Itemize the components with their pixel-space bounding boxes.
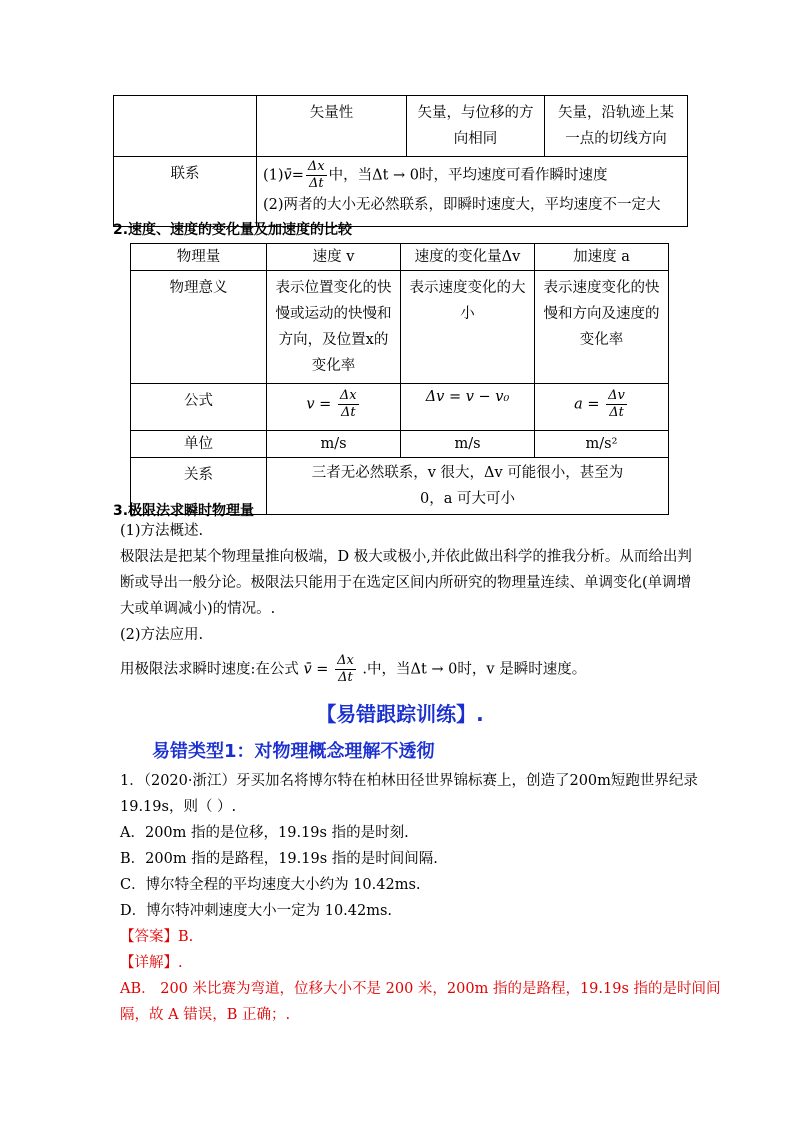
error-type-heading: 易错类型1：对物理概念理解不透彻 — [152, 741, 435, 762]
formula-lhs: v = — [306, 396, 332, 413]
table-row — [114, 157, 688, 227]
text-span: 中，当Δt → 0时，平均速度可看作瞬时速度 — [328, 167, 608, 184]
question-stem-line: 19.19s，则（ ）. — [120, 799, 237, 815]
table-cell: m/s — [401, 431, 535, 458]
practice-title: 【易错跟踪训练】. — [316, 702, 484, 726]
table-cell: 矢量，沿轨迹上某一点的切线方向 — [545, 96, 688, 157]
table-row — [131, 271, 669, 384]
table-cell: 表示速度变化的大小 — [401, 271, 535, 384]
table-cell — [257, 157, 688, 227]
section-heading: 3.极限法求瞬时物理量 — [113, 503, 255, 519]
option-b: B．200m 指的是路程，19.19s 指的是时间间隔. — [120, 851, 438, 867]
relation-line-1 — [263, 159, 681, 192]
text-span: 用极限法求瞬时速度:在公式 — [120, 661, 299, 678]
fraction — [606, 388, 627, 421]
detail-label: 【详解】. — [120, 955, 183, 971]
table-row — [131, 384, 669, 431]
fraction — [338, 388, 359, 421]
option-d: D．博尔特冲刺速度大小一定为 10.42ms. — [120, 903, 393, 919]
table-cell — [267, 384, 401, 431]
option-a: A．200m 指的是位移，19.19s 指的是时刻. — [120, 825, 409, 841]
fraction-denominator: Δt — [308, 176, 324, 191]
table-cell: 单位 — [131, 431, 267, 458]
text-span: .中，当Δt → 0时，v 是瞬时速度。 — [362, 661, 587, 678]
table-cell — [535, 384, 669, 431]
comparison-table-velocity — [130, 243, 669, 515]
text-span: (1) — [263, 167, 284, 184]
table-cell: 关系 — [131, 458, 267, 515]
section-heading: 2.速度、速度的变化量及加速度的比较 — [113, 222, 353, 238]
table-cell: 联系 — [114, 157, 257, 227]
table-header-cell: 速度的变化量Δv — [401, 244, 535, 271]
table-header-row — [131, 244, 669, 271]
method-overview-label: (1)方法概述. — [120, 523, 204, 539]
table-cell: 物理意义 — [131, 271, 267, 384]
table-cell: 表示位置变化的快慢或运动的快慢和方向，及位置x的变化率 — [267, 271, 401, 384]
table-header-cell: 速度 v — [267, 244, 401, 271]
table-cell: 公式 — [131, 384, 267, 431]
table-cell — [114, 96, 257, 157]
table-cell: 三者无必然联系，v 很大，Δv 可能很小，甚至为0，a 可大可小 — [267, 458, 669, 515]
fraction-denominator: Δt — [340, 405, 356, 420]
fraction — [306, 159, 327, 192]
paragraph-line: 极限法是把某个物理量推向极端，D 极大或极小,并依此做出科学的推我分析。从而给出判 — [120, 549, 692, 565]
option-c: C．博尔特全程的平均速度大小约为 10.42ms. — [120, 877, 421, 893]
fraction-denominator: Δt — [609, 405, 624, 420]
paragraph-line: 断或导出一般分论。极限法只能用于在选定区间内所研究的物理量连续、单调变化(单调增 — [120, 575, 692, 591]
fraction-denominator: Δt — [338, 670, 353, 685]
paragraph-line: 大或单调减小)的情况。. — [120, 601, 276, 617]
formula-lhs: a = — [574, 396, 600, 413]
apply-formula-line — [120, 653, 586, 686]
table-cell: 矢量，与位移的方向相同 — [407, 96, 545, 157]
fraction-numerator: Δx — [339, 388, 357, 403]
question-stem-line: 1．（2020·浙江）牙买加名将博尔特在柏林田径世界锦标赛上，创造了200m短跑世界纪录 — [120, 773, 698, 789]
table-row — [131, 431, 669, 458]
relation-line-2: (2)两者的大小无必然联系，即瞬时速度大，平均速度不一定大 — [263, 197, 661, 213]
table-row — [114, 96, 688, 157]
v-bar-symbol: v̄ = — [303, 661, 329, 678]
table-cell: 矢量性 — [257, 96, 407, 157]
table-cell: Δv = v − v₀ — [401, 384, 535, 431]
fraction — [335, 653, 356, 686]
comparison-table-displacement — [113, 95, 688, 227]
v-bar-symbol: v̄ — [283, 167, 292, 184]
fraction-numerator: Δx — [307, 159, 325, 174]
detail-line: 隔，故 A 错误，B 正确；. — [120, 1007, 291, 1023]
fraction-numerator: Δv — [608, 388, 625, 403]
table-header-cell: 物理量 — [131, 244, 267, 271]
table-header-cell: 加速度 a — [535, 244, 669, 271]
detail-line: AB． 200 米比赛为弯道，位移大小不是 200 米，200m 指的是路程，19.19s 指的是时间间 — [120, 981, 721, 997]
fraction-numerator: Δx — [337, 653, 354, 668]
table-cell: 表示速度变化的快慢和方向及速度的变化率 — [535, 271, 669, 384]
text-span: = — [291, 167, 304, 184]
table-cell: m/s — [267, 431, 401, 458]
table-cell: m/s² — [535, 431, 669, 458]
answer-label: 【答案】B. — [120, 929, 194, 945]
method-apply-label: (2)方法应用. — [120, 627, 204, 643]
